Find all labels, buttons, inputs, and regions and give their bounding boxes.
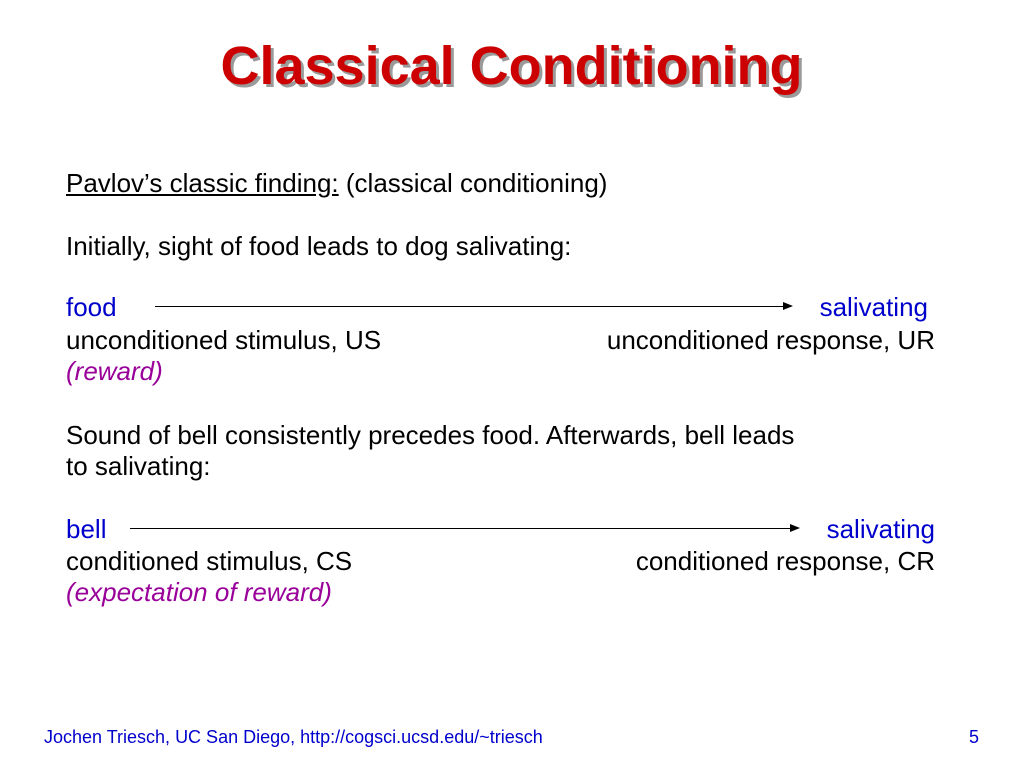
intro-underlined: Pavlov’s classic finding: (66, 168, 339, 198)
page-number: 5 (968, 727, 979, 747)
intro-line (66, 168, 607, 199)
ur-label: unconditioned response, UR (606, 325, 935, 355)
salivating-response-2: salivating (826, 514, 935, 544)
us-label: unconditioned stimulus, US (66, 325, 382, 355)
intro-rest: (classical conditioning) (338, 168, 608, 198)
slide-title: Classical Conditioning (220, 36, 803, 96)
bell-stimulus: bell (66, 514, 107, 544)
reward-note: (reward) (66, 356, 163, 386)
sound-line-2: to salivating: (66, 451, 211, 481)
food-to-salivating-arrow (155, 306, 791, 307)
initially-line: Initially, sight of food leads to dog salivating: (66, 231, 572, 261)
expectation-note: (expectation of reward) (66, 577, 332, 607)
bell-to-salivating-arrow (130, 528, 798, 529)
cr-label: conditioned response, CR (635, 546, 935, 576)
salivating-response-1: salivating (819, 292, 928, 322)
footer-credit: Jochen Triesch, UC San Diego, http://cogsci.ucsd.edu/~triesch (44, 727, 543, 747)
sound-line-1: Sound of bell consistently precedes food. Afterwards, bell leads (66, 420, 795, 450)
food-stimulus: food (66, 292, 117, 322)
cs-label: conditioned stimulus, CS (66, 546, 353, 576)
